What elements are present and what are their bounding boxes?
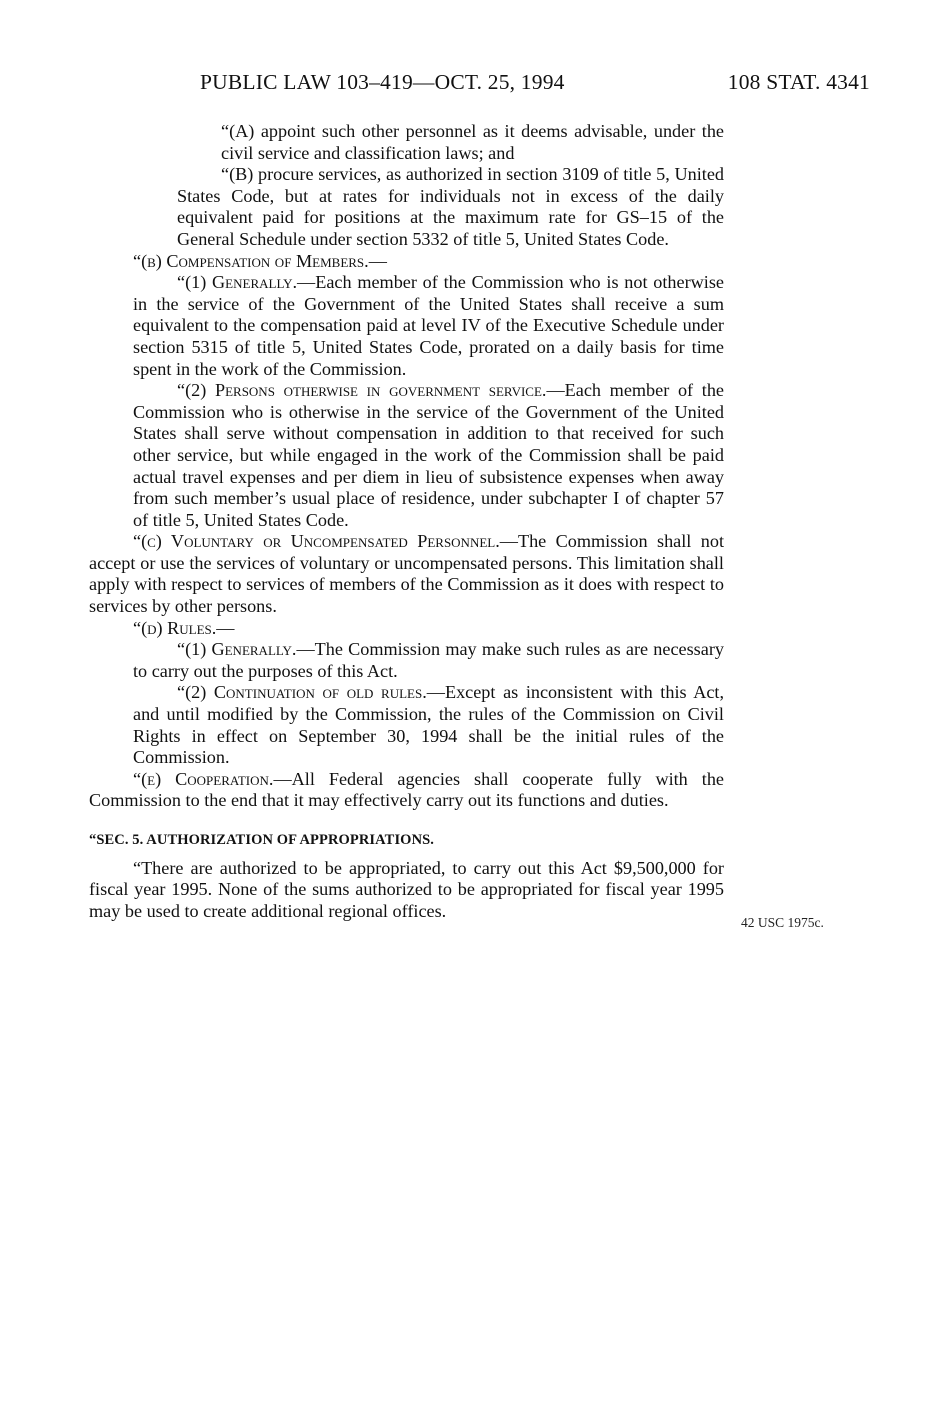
paragraph-b-2-text: —Each member of the Commission who is otherwise in the service of the Government of the United States shall serve without compensation in addition to that received for such other service, but while engaged in the work of the Commission shall be paid actual travel expenses and per diem in lieu of subsistence expenses when away from such member’s usual place of residence, under subchapter I of chapter 57 of title 5, United States Code. <box>133 380 725 530</box>
paragraph-d-1-text: —The Commission may make such rules as are necessary to carry out the purposes of this Act. <box>133 639 724 681</box>
subsection-d-heading: “(d) Rules.— <box>133 617 235 638</box>
paragraph-a-B: “(B) procure services, as authorized in section 3109 of title 5, United States Code, but at rates for individuals not in excess of the daily equivalent paid for positions at the maximum rate for GS–15 of the General Schedule under section 5332 of title 5, United States Code. <box>177 164 724 249</box>
statute-page-number: 108 STAT. 4341 <box>727 70 870 94</box>
subsection-e <box>89 769 724 812</box>
page-header <box>200 70 870 100</box>
paragraph-b-1-text: —Each member of the Commission who is not otherwise in the service of the Government of the United States shall receive a sum equivalent to the compensation paid at level IV of the Executive Schedule under section 5315 of title 5, United States Code, prorated on a daily basis for time spent in the work of the Commission. <box>133 272 724 379</box>
paragraph-d-1-heading: “(1) Generally. <box>177 639 297 660</box>
subsection-c <box>89 531 724 617</box>
paragraph-d-2-text: —Except as inconsistent with this Act, and until modified by the Commission, the rules of the Commission on Civil Rights in effect on September 30, 1994 shall be the initial rules of the Commission. <box>133 682 725 768</box>
subsection-b-heading: “(b) Compensation of Members.— <box>133 250 387 271</box>
subsection-c-text: —The Commission shall not accept or use the services of voluntary or uncompensated persons. This limitation shall apply with respect to services of members of the Commission as it does with respect to services by other persons. <box>89 531 724 617</box>
subsection-e-heading: “(e) Cooperation. <box>133 768 274 789</box>
document-body <box>89 121 724 922</box>
paragraph-d-2 <box>133 682 724 768</box>
paragraph-b-2-heading: “(2) Persons otherwise in government service. <box>177 380 547 401</box>
usc-margin-note: 42 USC 1975c. <box>741 915 824 930</box>
subsection-c-heading: “(c) Voluntary or Uncompensated Personnel. <box>133 531 500 552</box>
paragraph-d-2-heading: “(2) Continuation of old rules. <box>177 682 427 703</box>
section-5-heading: “SEC. 5. AUTHORIZATION OF APPROPRIATIONS. <box>89 832 435 848</box>
paragraph-b-2 <box>133 380 724 531</box>
paragraph-b-1-heading: “(1) Generally. <box>177 272 298 293</box>
subsection-e-text: —All Federal agencies shall cooperate fully with the Commission to the end that it may effectively carry out its functions and duties. <box>89 768 724 811</box>
paragraph-d-1 <box>133 639 724 682</box>
paragraph-a-A: “(A) appoint such other personnel as it deems advisable, under the civil service and classification laws; and <box>221 121 724 163</box>
public-law-citation: PUBLIC LAW 103–419—OCT. 25, 1994 <box>200 70 565 94</box>
paragraph-b-1 <box>133 272 724 380</box>
section-5-text: “There are authorized to be appropriated, to carry out this Act $9,500,000 for fiscal year 1995. None of the sums authorized to be appropriated for fiscal year 1995 may be used to create additional regional offices. <box>89 857 724 921</box>
